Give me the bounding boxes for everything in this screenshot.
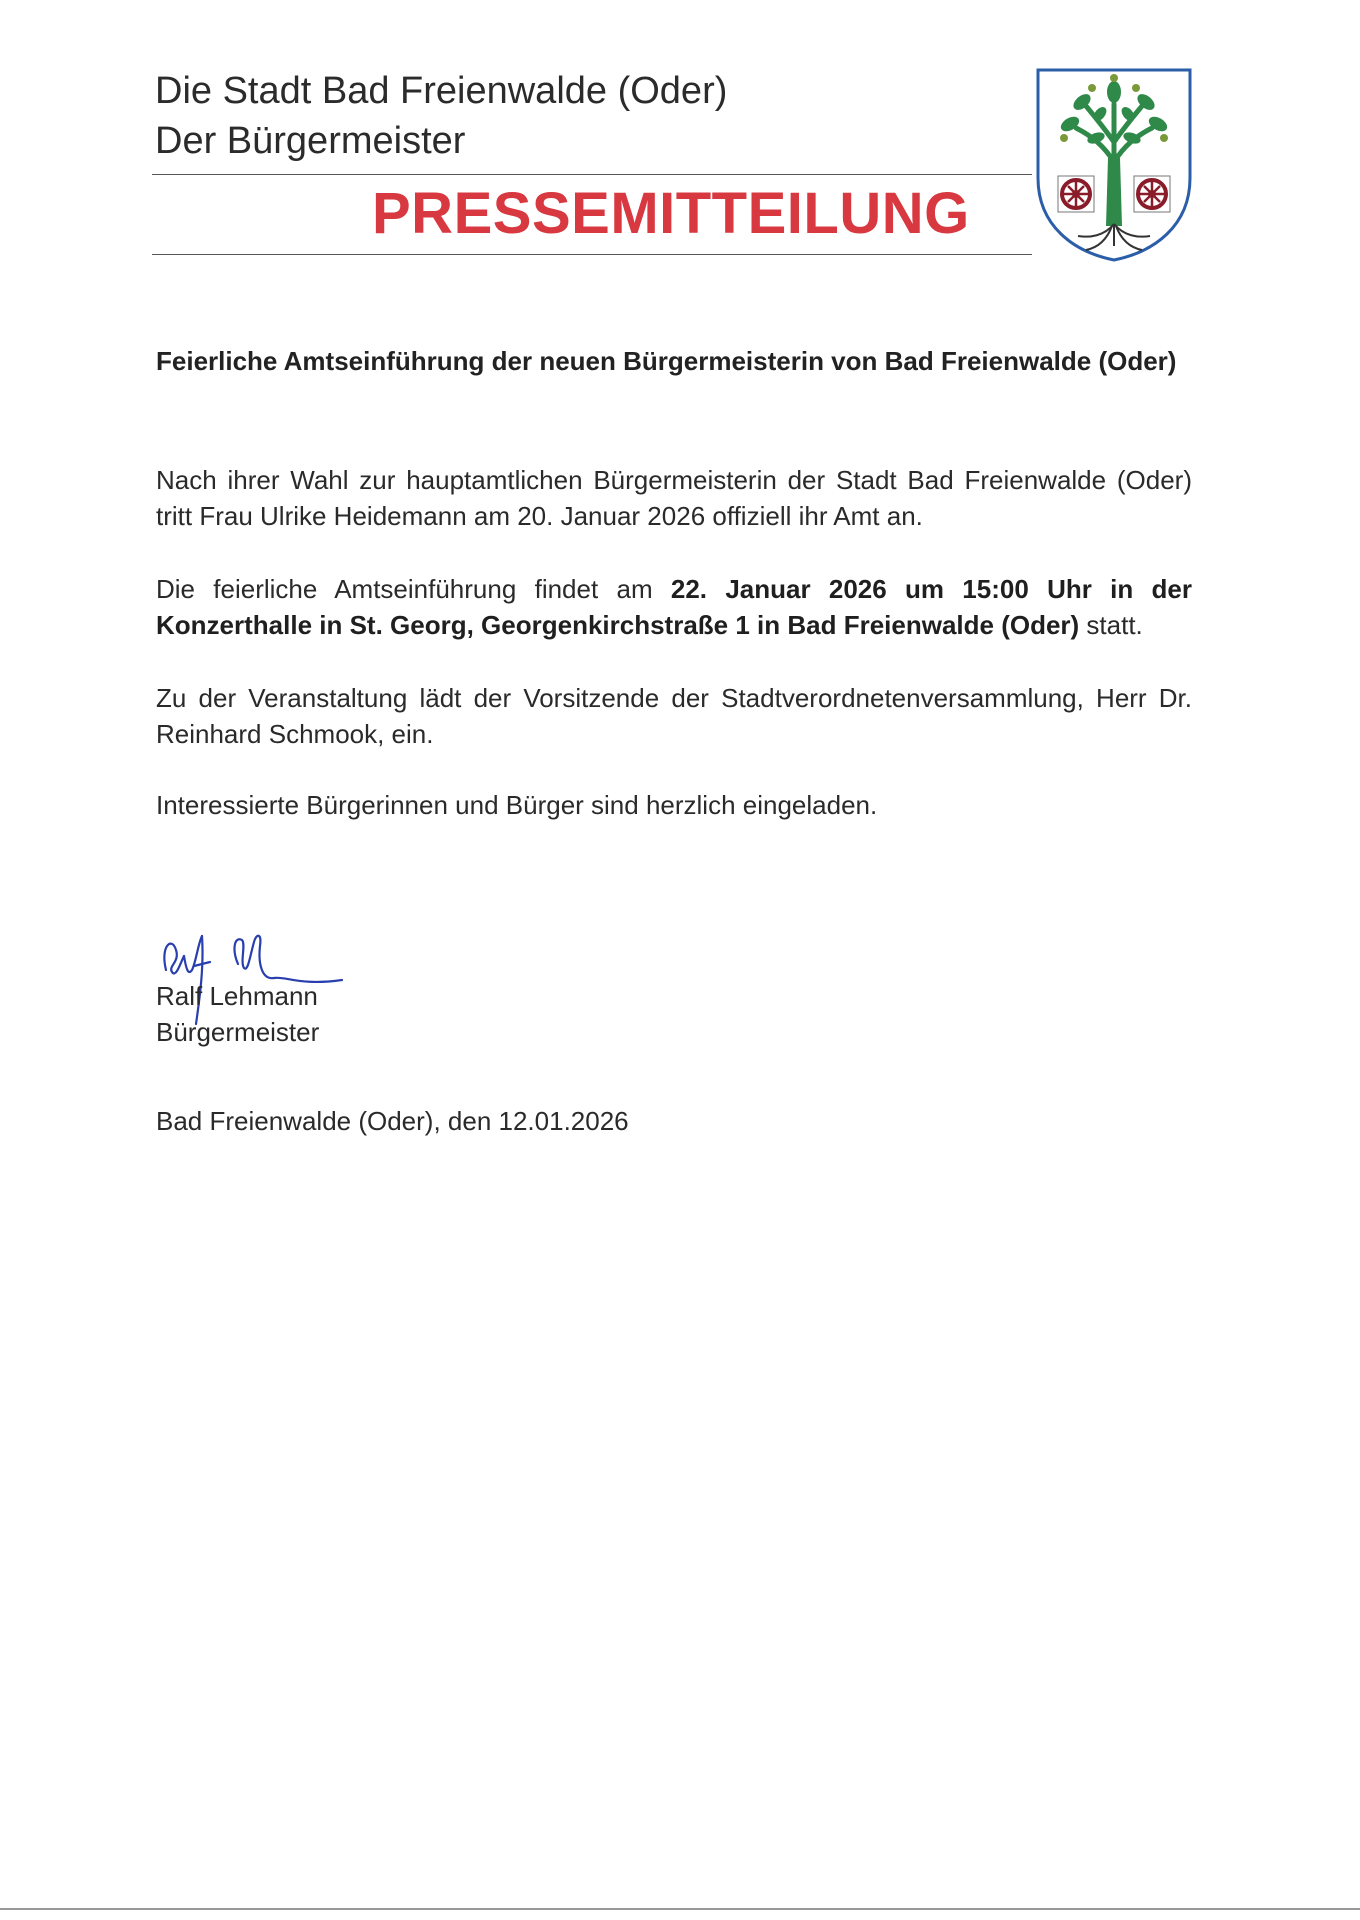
ceremony-date-location: 22. Januar 2026 um 15:00 Uhr in der Konzerthalle in St. Georg, Georgenkirchstraße 1 in Bad Freienwalde (Oder) xyxy=(156,574,1192,640)
article-title: Feierliche Amtseinführung der neuen Bürgermeisterin von Bad Freienwalde (Oder) xyxy=(156,346,1177,376)
paragraph-public-welcome: Interessierte Bürgerinnen und Bürger sind herzlich eingeladen. xyxy=(156,790,878,820)
letterhead-city: Die Stadt Bad Freienwalde (Oder) xyxy=(155,70,728,112)
signer-name: Ralf Lehmann xyxy=(156,981,318,1011)
paragraph-ceremony xyxy=(156,571,1192,643)
place-date: Bad Freienwalde (Oder), den 12.01.2026 xyxy=(156,1106,629,1136)
page-bottom-edge xyxy=(0,1908,1360,1910)
paragraph-ceremony-end: statt. xyxy=(1079,610,1143,640)
coat-of-arms-oak-tree-icon xyxy=(1034,66,1194,262)
letterhead xyxy=(155,66,727,166)
press-release-label: PRESSEMITTEILUNG xyxy=(372,181,970,246)
paragraph-invitation: Zu der Veranstaltung lädt der Vorsitzende der Stadtverordnetenversammlung, Herr Dr. Reinhard Schmook, ein. xyxy=(156,683,1192,749)
header-rule-top xyxy=(152,174,1032,175)
letterhead-office: Der Bürgermeister xyxy=(155,120,466,162)
signer-block xyxy=(156,978,319,1050)
header-rule-bottom xyxy=(152,254,1032,255)
paragraph-election: Nach ihrer Wahl zur hauptamtlichen Bürgermeisterin der Stadt Bad Freienwalde (Oder) tritt Frau Ulrike Heidemann am 20. Januar 2026 offiziell ihr Amt an. xyxy=(156,465,1192,531)
signer-role: Bürgermeister xyxy=(156,1017,320,1047)
paragraph-ceremony-intro: Die feierliche Amtseinführung findet am xyxy=(156,574,671,604)
